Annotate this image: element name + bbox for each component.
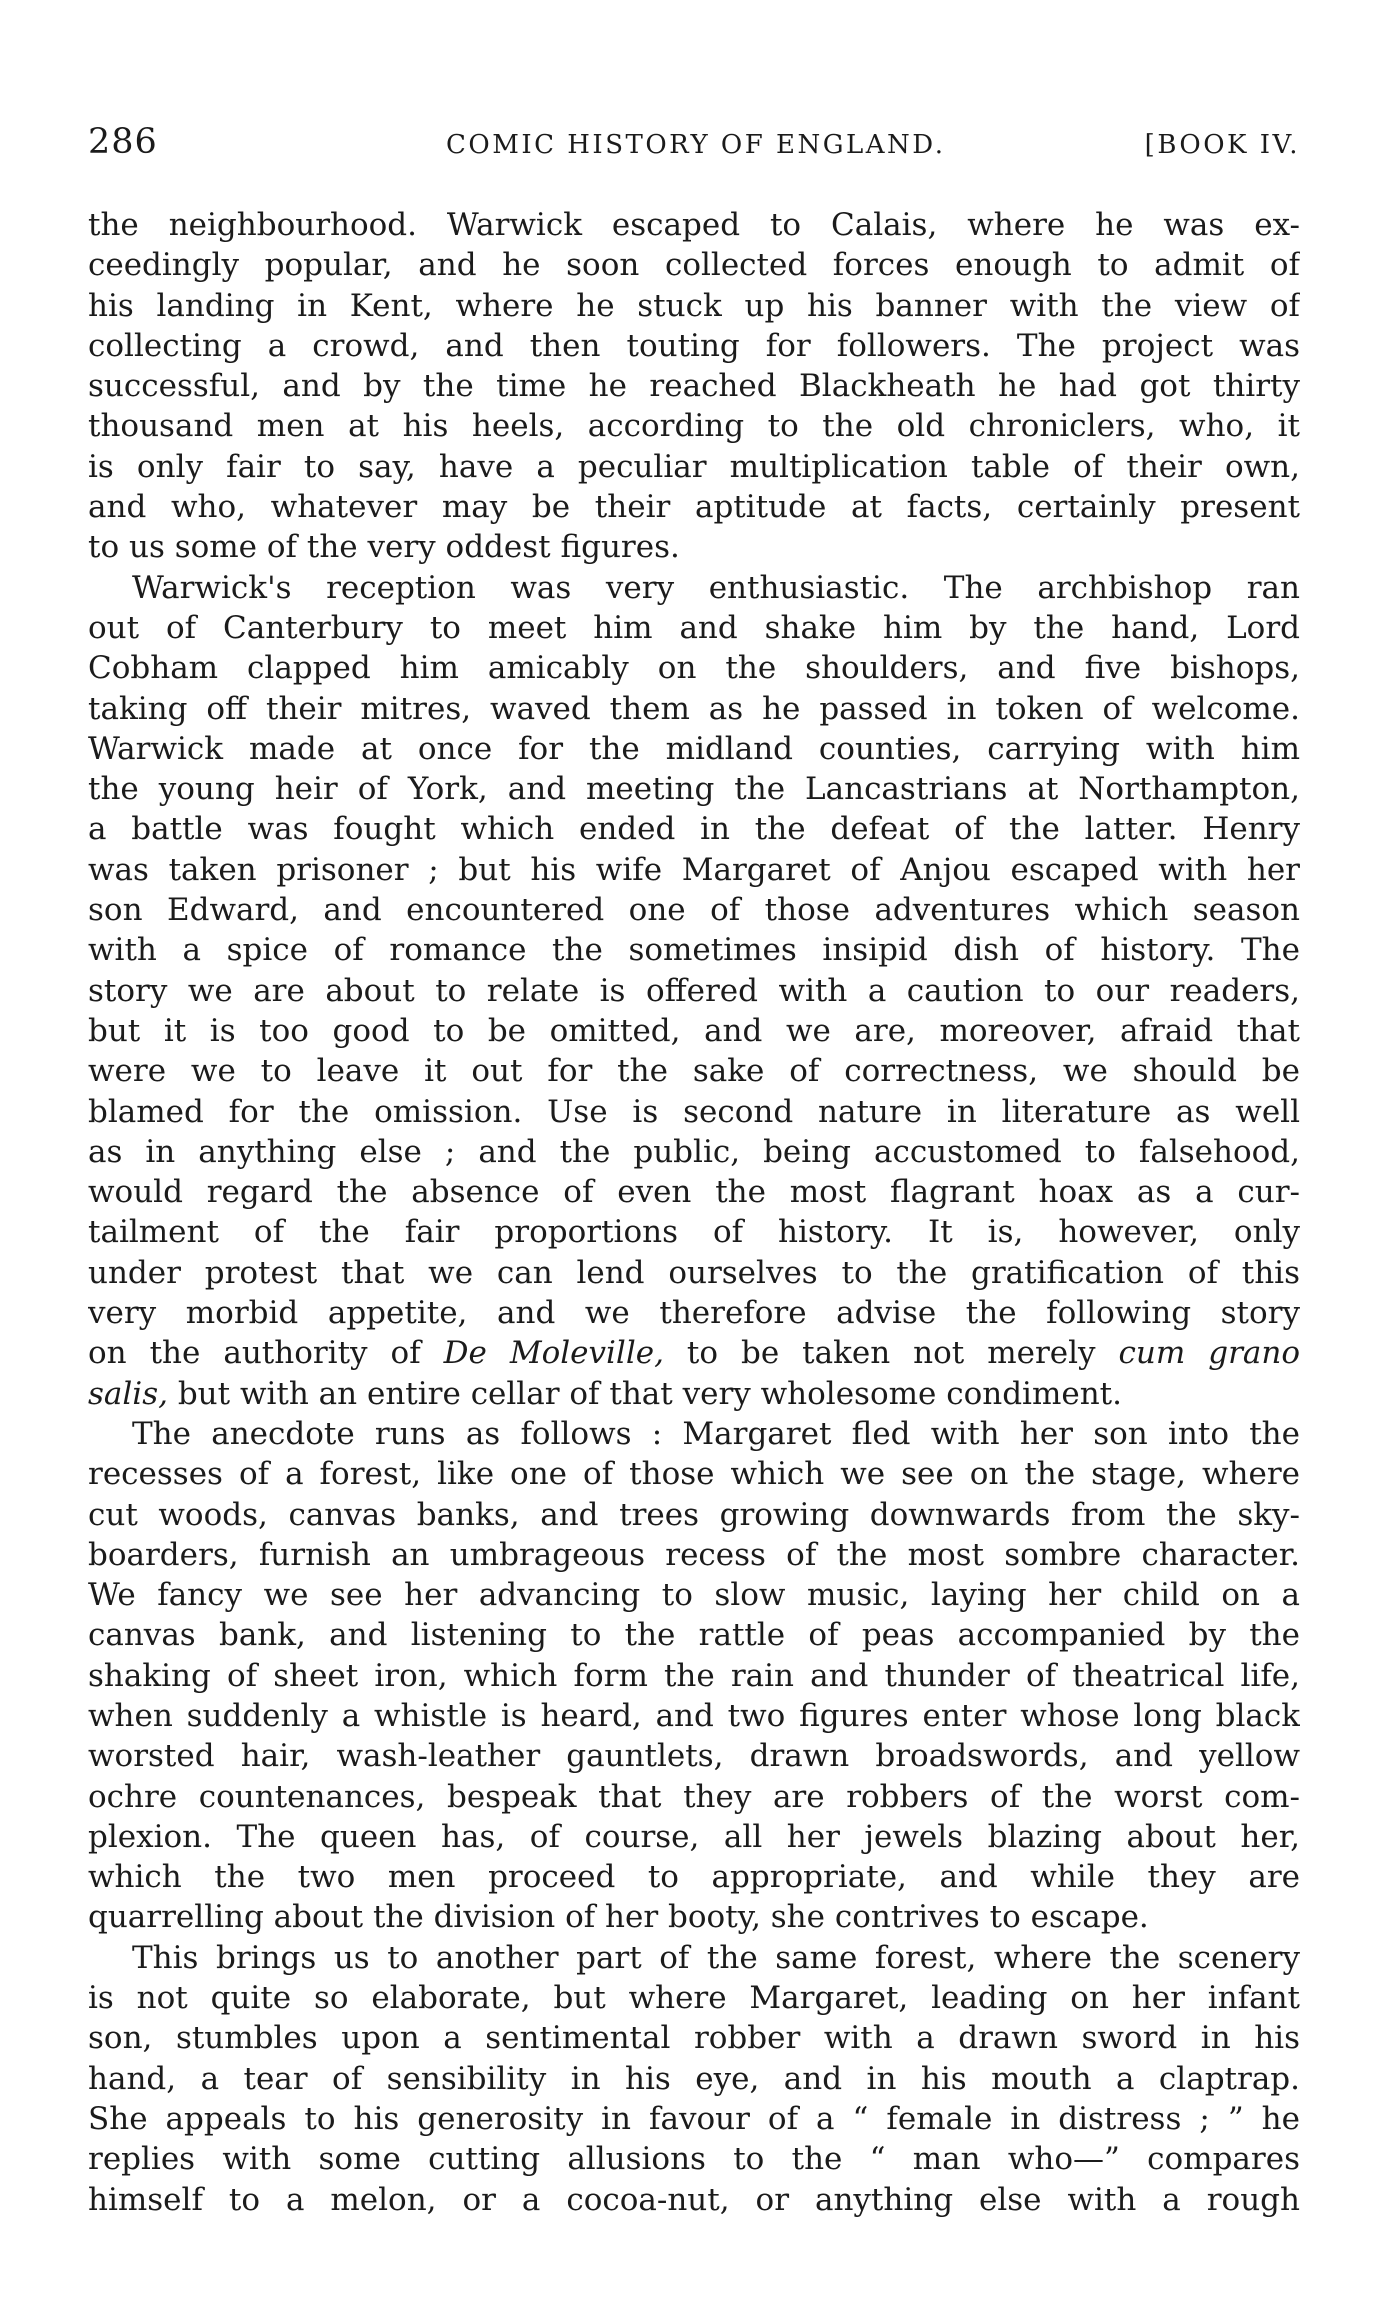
italic-author-name: De Moleville,: [443, 1335, 664, 1372]
text-line: We fancy we see her advancing to slow music, laying her child on a: [88, 1577, 1300, 1614]
text-line: under protest that we can lend ourselves to the gratification of this: [88, 1254, 1300, 1291]
running-head: [88, 122, 1300, 170]
text-line: very morbid appetite, and we therefore advise the following story: [88, 1295, 1300, 1332]
text-line: which the two men proceed to appropriate, and while they are: [88, 1859, 1300, 1896]
text-line: and who, whatever may be their aptitude at facts, certainly present: [88, 489, 1300, 526]
text-line: boarders, furnish an umbrageous recess of the most sombre character.: [88, 1536, 1300, 1573]
text-line: but it is too good to be omitted, and we are, moreover, afraid that: [88, 1012, 1300, 1049]
text-run: on the authority of: [88, 1335, 444, 1372]
text-line: ceedingly popular, and he soon collected forces enough to admit of: [88, 247, 1300, 284]
text-line: when suddenly a whistle is heard, and two figures enter whose long black: [88, 1697, 1300, 1734]
page-number: 286: [88, 122, 158, 162]
text-line: cut woods, canvas banks, and trees growing downwards from the sky-: [88, 1496, 1300, 1533]
text-line: son Edward, and encountered one of those adventures which season: [88, 892, 1300, 929]
text-line: son, stumbles upon a sentimental robber with a drawn sword in his: [88, 2020, 1300, 2057]
paragraph-start-line: The anecdote runs as follows : Margaret fled with her son into the: [132, 1415, 1300, 1452]
text-line: canvas bank, and listening to the rattle of peas accompanied by the: [88, 1617, 1300, 1654]
text-line: is not quite so elaborate, but where Margaret, leading on her infant: [88, 1980, 1300, 2017]
text-line: the young heir of York, and meeting the Lancastrians at Northampton,: [88, 771, 1300, 808]
text-line: ochre countenances, bespeak that they are robbers of the worst com-: [88, 1778, 1300, 1815]
text-line: was taken prisoner ; but his wife Margaret of Anjou escaped with her: [88, 851, 1300, 888]
text-line: successful, and by the time he reached Blackheath he had got thirty: [88, 368, 1300, 405]
text-line: hand, a tear of sensibility in his eye, and in his mouth a claptrap.: [88, 2060, 1300, 2097]
text-line: is only fair to say, have a peculiar multiplication table of their own,: [88, 448, 1300, 485]
body-text: [88, 205, 1300, 2220]
text-line: plexion. The queen has, of course, all her jewels blazing about her,: [88, 1818, 1300, 1855]
text-line: out of Canterbury to meet him and shake him by the hand, Lord: [88, 609, 1300, 646]
text-line: the neighbourhood. Warwick escaped to Calais, where he was ex-: [88, 207, 1300, 243]
text-line: Warwick made at once for the midland counties, carrying with him: [88, 730, 1300, 767]
italic-latin-phrase: salis,: [88, 1375, 168, 1412]
italic-latin-phrase: cum grano: [1118, 1335, 1300, 1372]
text-line: Cobham clapped him amicably on the shoulders, and five bishops,: [88, 650, 1300, 687]
text-line: [88, 1374, 1300, 1414]
text-line: taking off their mitres, waved them as he passed in token of welcome.: [88, 690, 1300, 727]
paragraph-start-line: Warwick's reception was very enthusiastic. The archbishop ran: [132, 569, 1300, 606]
text-line: a battle was fought which ended in the defeat of the latter. Henry: [88, 811, 1300, 848]
text-line: story we are about to relate is offered with a caution to our readers,: [88, 972, 1300, 1009]
text-line: tailment of the fair proportions of history. It is, however, only: [88, 1214, 1300, 1251]
text-line: shaking of sheet iron, which form the rain and thunder of theatrical life,: [88, 1657, 1300, 1694]
text-line: with a spice of romance the sometimes insipid dish of history. The: [88, 932, 1300, 969]
text-line: She appeals to his generosity in favour of a “ female in distress ; ” he: [88, 2100, 1300, 2137]
text-line: his landing in Kent, where he stuck up his banner with the view of: [88, 287, 1300, 324]
text-line: to us some of the very oddest figures.: [88, 529, 680, 566]
text-line: quarrelling about the division of her booty, she contrives to escape.: [88, 1899, 1149, 1936]
book-marker: [BOOK IV.: [1144, 130, 1300, 160]
text-line: were we to leave it out for the sake of correctness, we should be: [88, 1053, 1300, 1090]
text-run: to be taken not merely: [663, 1335, 1119, 1372]
text-line: himself to a melon, or a cocoa-nut, or anything else with a rough: [88, 2181, 1300, 2218]
text-line: [88, 1333, 1300, 1373]
text-line: replies with some cutting allusions to the “ man who—” compares: [88, 2141, 1300, 2178]
text-line: would regard the absence of even the most flagrant hoax as a cur-: [88, 1174, 1300, 1211]
text-run: but with an entire cellar of that very wholesome condiment.: [167, 1375, 1122, 1412]
text-line: collecting a crowd, and then touting for followers. The project was: [88, 327, 1300, 364]
text-line: recesses of a forest, like one of those which we see on the stage, where: [88, 1456, 1300, 1493]
text-line: as in anything else ; and the public, being accustomed to falsehood,: [88, 1133, 1300, 1170]
paragraph-start-line: This brings us to another part of the same forest, where the scenery: [132, 1939, 1300, 1976]
text-line: blamed for the omission. Use is second nature in literature as well: [88, 1093, 1300, 1130]
text-line: worsted hair, wash-leather gauntlets, drawn broadswords, and yellow: [88, 1738, 1300, 1775]
running-title: COMIC HISTORY OF ENGLAND.: [446, 130, 946, 160]
text-line: thousand men at his heels, according to the old chroniclers, who, it: [88, 408, 1300, 445]
